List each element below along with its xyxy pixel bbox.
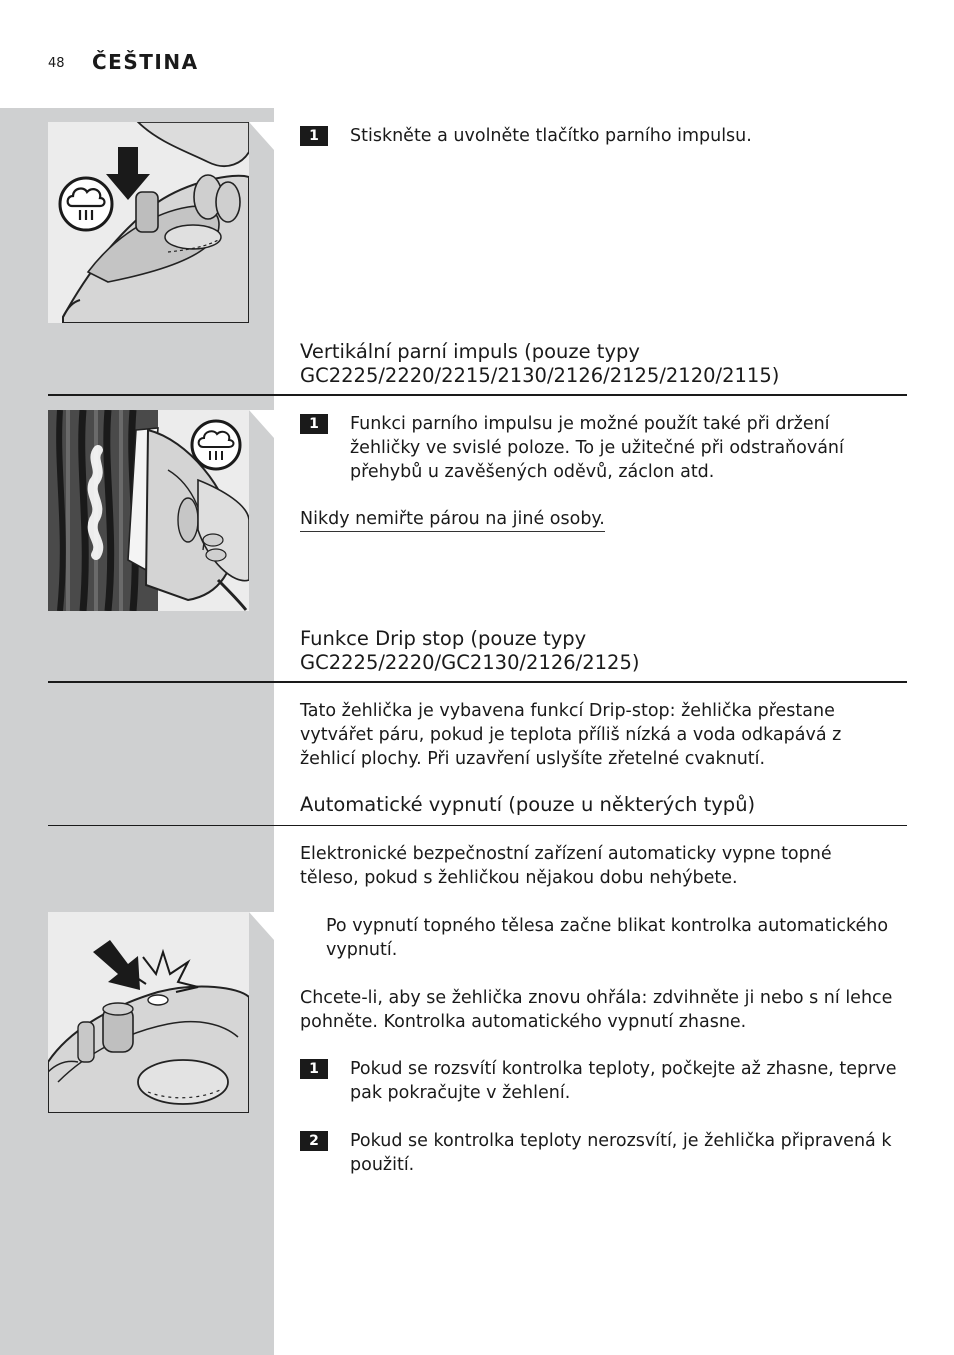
auto-off-paragraph-1: Elektronické bezpečnostní zařízení automaticky vypne topné těleso, pokud s žehličkou nějakou dobu nehýbete. — [300, 844, 832, 888]
section-heading-drip-stop — [300, 627, 900, 675]
step-text: Stiskněte a uvolněte tlačítko parního impulsu. — [350, 126, 752, 146]
step-text: Pokud se kontrolka teploty nerozsvítí, je žehlička připravená k použití. — [350, 1131, 892, 1175]
auto-off-indicator-note: Po vypnutí topného tělesa začne blikat kontrolka automatického vypnutí. — [326, 916, 889, 960]
auto-off-indicator-illustration — [48, 912, 249, 1113]
iron-steam-shot-illustration — [48, 122, 249, 323]
step-number: 1 — [300, 414, 328, 434]
step-1-steam-shot — [300, 124, 900, 148]
step-number: 2 — [300, 1131, 328, 1151]
auto-off-paragraph-2: Chcete-li, aby se žehlička znovu ohřála: zdvihněte ji nebo s ní lehce pohněte. Kontrolka automatického vypnutí zhasne. — [300, 988, 893, 1032]
heading-line-1: Funkce Drip stop (pouze typy — [300, 627, 587, 650]
illustration-pointer — [249, 122, 274, 150]
warning-text: Nikdy nemiřte párou na jiné osoby. — [300, 507, 605, 532]
illustration-vertical-steam — [48, 410, 249, 611]
drip-stop-paragraph: Tato žehlička je vybavena funkcí Drip-stop: žehlička přestane vytvářet páru, pokud je teplota příliš nízká a voda odkapává z žehlicí plochy. Při uzavření uslyšíte zřetelné cvaknutí. — [300, 701, 842, 769]
vertical-steam-illustration — [48, 410, 249, 611]
illustration-auto-off — [48, 912, 249, 1113]
section-heading-vertical-steam — [300, 340, 900, 388]
step-number: 1 — [300, 126, 328, 146]
language-title: ČEŠTINA — [92, 50, 199, 74]
step-text: Funkci parního impulsu je možné použít také při držení žehličky ve svislé poloze. To je užitečné při odstraňování přehybů u zavěšených oděvů, záclon atd. — [350, 414, 844, 482]
section-divider — [48, 394, 907, 396]
step-text: Pokud se rozsvítí kontrolka teploty, počkejte až zhasne, teprve pak pokračujte v žehlení. — [350, 1059, 897, 1103]
heading-line-2: GC2225/2220/2215/2130/2126/2125/2120/2115) — [300, 364, 780, 387]
section-divider — [48, 825, 907, 826]
step-number: 1 — [300, 1059, 328, 1079]
heading-line-1: Vertikální parní impuls (pouze typy — [300, 340, 640, 363]
illustration-steam-shot — [48, 122, 249, 323]
illustration-pointer — [249, 410, 274, 438]
step-1-vertical-steam — [300, 412, 900, 484]
step-1-auto-off — [300, 1057, 900, 1105]
illustration-pointer — [249, 912, 274, 940]
page-number: 48 — [48, 56, 65, 71]
section-divider — [48, 681, 907, 683]
section-heading-auto-off: Automatické vypnutí (pouze u některých typů) — [300, 793, 756, 816]
heading-line-2: GC2225/2220/GC2130/2126/2125) — [300, 651, 640, 674]
step-2-auto-off — [300, 1129, 900, 1177]
